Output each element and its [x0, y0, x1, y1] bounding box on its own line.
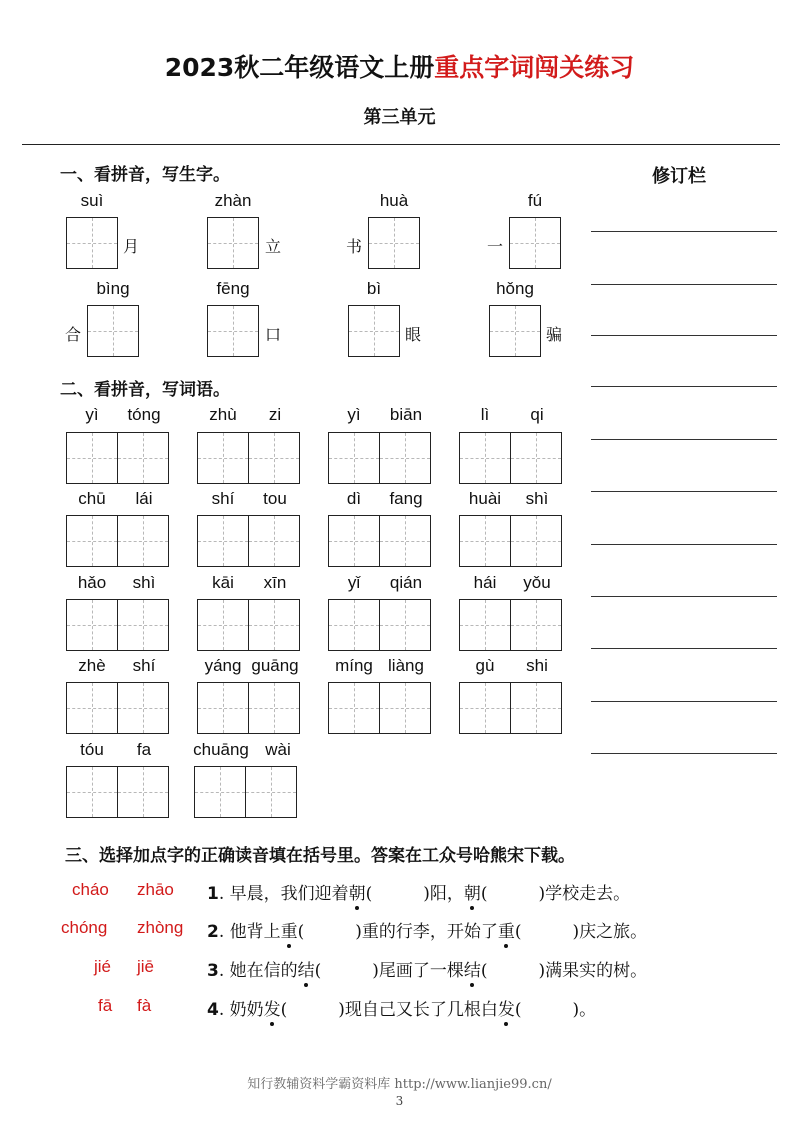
word-writing-box[interactable]	[66, 515, 118, 567]
word-writing-box[interactable]	[117, 432, 169, 484]
radical-char: 月	[123, 237, 140, 256]
pinyin-label: kāi	[212, 573, 234, 592]
radical-char: 一	[487, 237, 504, 256]
pinyin-label: tóu	[80, 740, 104, 759]
pinyin-label: shì	[525, 489, 549, 508]
pinyin-label: tóng	[127, 405, 161, 424]
pinyin-label: qián	[389, 573, 423, 592]
word-writing-box[interactable]	[510, 599, 562, 651]
pinyin-label: lái	[135, 489, 153, 508]
pinyin-label: yǐ	[347, 573, 361, 592]
pinyin-label: shí	[211, 489, 235, 508]
radical-char: 眼	[405, 325, 422, 344]
question-text: . 奶奶	[218, 1000, 264, 1020]
word-writing-box[interactable]	[459, 599, 511, 651]
word-writing-box[interactable]	[117, 599, 169, 651]
page-title	[0, 48, 799, 84]
word-writing-box[interactable]	[117, 682, 169, 734]
pinyin-label: yǒu	[523, 573, 551, 592]
revision-line[interactable]	[591, 596, 777, 597]
word-writing-box[interactable]	[197, 432, 249, 484]
question-text[interactable]: ( )庆之旅。	[514, 922, 648, 942]
word-writing-box[interactable]	[510, 682, 562, 734]
question-text[interactable]: ( )。	[514, 1000, 597, 1020]
reading-option: jiē	[137, 957, 155, 976]
char-writing-box[interactable]	[207, 217, 259, 269]
pinyin-label: hǒng	[496, 279, 534, 298]
question-number: 2	[207, 922, 219, 942]
pinyin-label: zhàn	[214, 191, 252, 210]
question-2	[207, 917, 647, 942]
pinyin-label: lì	[480, 405, 490, 424]
pinyin-label: bìng	[96, 279, 130, 298]
word-writing-box[interactable]	[379, 599, 431, 651]
word-writing-box[interactable]	[510, 432, 562, 484]
section3-heading: 三、选择加点字的正确读音填在括号里。答案在工众号哈熊宋下载。	[65, 846, 575, 866]
pinyin-label: yáng	[204, 656, 242, 675]
pinyin-label: shi	[526, 656, 548, 675]
word-writing-box[interactable]	[245, 766, 297, 818]
pinyin-label: dì	[346, 489, 362, 508]
question-number: 3	[207, 961, 219, 981]
pinyin-label: suì	[80, 191, 104, 210]
dotted-char: 结	[464, 956, 481, 981]
revision-title: 修订栏	[652, 166, 706, 187]
word-writing-box[interactable]	[117, 766, 169, 818]
radical-char: 立	[265, 237, 282, 256]
question-text[interactable]: ( )阳，	[365, 884, 464, 904]
pinyin-label: chū	[78, 489, 106, 508]
dotted-char: 朝	[464, 879, 481, 904]
char-writing-box[interactable]	[207, 305, 259, 357]
question-number: 1	[207, 884, 219, 904]
pinyin-label: biān	[389, 405, 423, 424]
question-3	[207, 956, 647, 981]
word-writing-box[interactable]	[248, 599, 300, 651]
revision-line[interactable]	[591, 753, 777, 754]
word-writing-box[interactable]	[248, 432, 300, 484]
pinyin-label: gù	[475, 656, 495, 675]
word-writing-box[interactable]	[248, 682, 300, 734]
pinyin-label: yì	[347, 405, 361, 424]
word-writing-box[interactable]	[197, 515, 249, 567]
word-writing-box[interactable]	[328, 682, 380, 734]
word-writing-box[interactable]	[328, 599, 380, 651]
char-writing-box[interactable]	[509, 217, 561, 269]
pinyin-label: qi	[530, 405, 544, 424]
word-writing-box[interactable]	[66, 432, 118, 484]
radical-char: 合	[65, 325, 82, 344]
pinyin-label: zhù	[209, 405, 237, 424]
word-writing-box[interactable]	[379, 515, 431, 567]
pinyin-label: fang	[389, 489, 423, 508]
page-number: 3	[395, 1094, 404, 1108]
title-main: 2023秋二年级语文上册	[164, 53, 435, 82]
word-writing-box[interactable]	[66, 599, 118, 651]
word-writing-box[interactable]	[194, 766, 246, 818]
pinyin-label: liàng	[388, 656, 424, 675]
pinyin-label: zi	[268, 405, 282, 424]
char-writing-box[interactable]	[87, 305, 139, 357]
word-writing-box[interactable]	[459, 682, 511, 734]
word-writing-box[interactable]	[510, 515, 562, 567]
question-text: . 早晨，我们迎着	[218, 884, 349, 904]
dotted-char: 重	[281, 917, 298, 942]
pinyin-label: xīn	[263, 573, 287, 592]
title-highlight: 重点字词闯关练习	[434, 53, 635, 82]
word-writing-box[interactable]	[328, 432, 380, 484]
pinyin-label: fú	[527, 191, 543, 210]
question-text[interactable]: ( )满果实的树。	[480, 961, 648, 981]
question-text: . 他背上	[218, 922, 281, 942]
pinyin-label: huài	[468, 489, 502, 508]
pinyin-label: bì	[366, 279, 382, 298]
reading-option: jié	[94, 957, 112, 976]
question-text[interactable]: ( )学校走去。	[480, 884, 631, 904]
dotted-char: 发	[498, 995, 515, 1020]
page-subtitle: 第三单元	[363, 107, 436, 128]
word-writing-box[interactable]	[248, 515, 300, 567]
radical-char: 口	[265, 325, 282, 344]
revision-line[interactable]	[591, 284, 777, 285]
revision-line[interactable]	[591, 648, 777, 649]
section1-heading: 一、看拼音，写生字。	[60, 165, 230, 185]
word-writing-box[interactable]	[379, 682, 431, 734]
pinyin-label: míng	[335, 656, 373, 675]
revision-line[interactable]	[591, 491, 777, 492]
dotted-char: 重	[498, 917, 515, 942]
reading-option: zhāo	[137, 880, 174, 899]
word-writing-box[interactable]	[66, 766, 118, 818]
word-writing-box[interactable]	[197, 682, 249, 734]
pinyin-label: hǎo	[77, 573, 107, 592]
pinyin-label: hái	[473, 573, 497, 592]
question-number: 4	[207, 1000, 219, 1020]
word-writing-box[interactable]	[328, 515, 380, 567]
dotted-char: 朝	[349, 879, 366, 904]
pinyin-label: huà	[379, 191, 409, 210]
reading-option: chóng	[61, 918, 108, 937]
dotted-char: 发	[264, 995, 281, 1020]
char-writing-box[interactable]	[368, 217, 420, 269]
revision-line[interactable]	[591, 701, 777, 702]
reading-option: zhòng	[137, 918, 184, 937]
pinyin-label: wài	[265, 740, 291, 759]
pinyin-label: shí	[132, 656, 156, 675]
reading-option: cháo	[72, 880, 109, 899]
question-text[interactable]: ( )现自己又长了几根白	[280, 1000, 498, 1020]
char-writing-box[interactable]	[489, 305, 541, 357]
dotted-char: 结	[298, 956, 315, 981]
word-writing-box[interactable]	[459, 515, 511, 567]
question-text: . 她在信的	[218, 961, 298, 981]
header-divider	[22, 144, 780, 145]
pinyin-label: fa	[136, 740, 152, 759]
source-footer: 知行教辅资料学霸资料库 http://www.lianjie99.cn/	[247, 1077, 552, 1092]
pinyin-label: guāng	[251, 656, 299, 675]
word-writing-box[interactable]	[459, 432, 511, 484]
question-1	[207, 879, 630, 904]
revision-line[interactable]	[591, 386, 777, 387]
pinyin-label: zhè	[78, 656, 106, 675]
revision-line[interactable]	[591, 439, 777, 440]
word-writing-box[interactable]	[197, 599, 249, 651]
pinyin-label: tou	[263, 489, 287, 508]
char-writing-box[interactable]	[66, 217, 118, 269]
radical-char: 骗	[546, 325, 563, 344]
pinyin-label: shì	[132, 573, 156, 592]
question-text[interactable]: ( )尾画了一棵	[314, 961, 464, 981]
revision-line[interactable]	[591, 544, 777, 545]
section2-heading: 二、看拼音，写词语。	[60, 380, 230, 400]
reading-option: fà	[137, 996, 152, 1015]
reading-option: fā	[98, 996, 113, 1015]
radical-char: 书	[346, 237, 363, 256]
question-text[interactable]: ( )重的行李，开始了	[297, 922, 498, 942]
word-writing-box[interactable]	[379, 432, 431, 484]
revision-line[interactable]	[591, 231, 777, 232]
revision-line[interactable]	[591, 335, 777, 336]
pinyin-label: fēng	[216, 279, 250, 298]
question-4	[207, 995, 596, 1020]
char-writing-box[interactable]	[348, 305, 400, 357]
pinyin-label: yì	[85, 405, 99, 424]
pinyin-label: chuāng	[193, 740, 249, 759]
word-writing-box[interactable]	[117, 515, 169, 567]
word-writing-box[interactable]	[66, 682, 118, 734]
